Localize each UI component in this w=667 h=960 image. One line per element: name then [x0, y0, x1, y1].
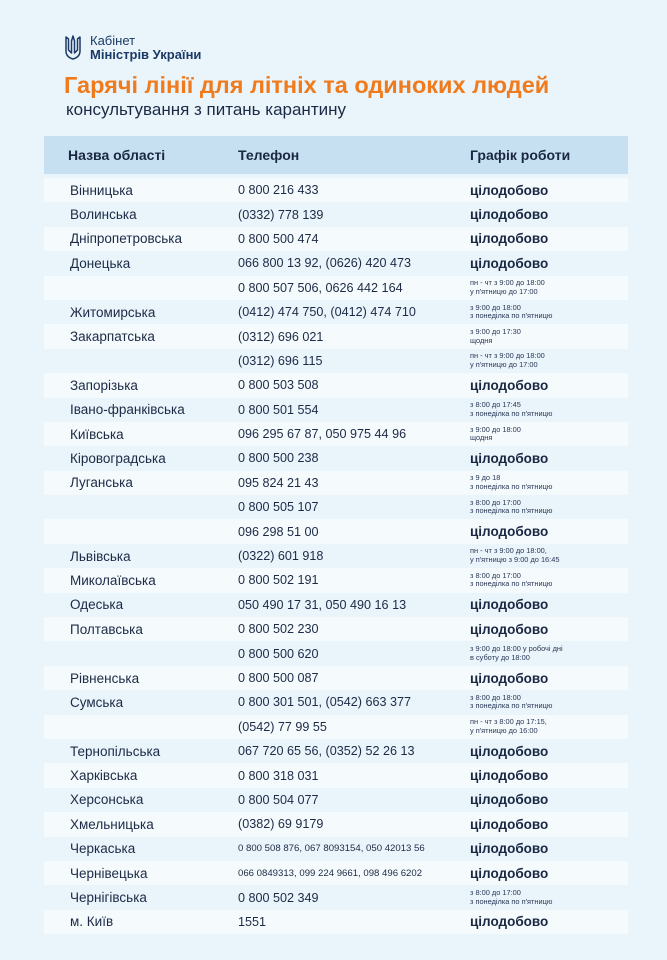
- phone-cell: 0 800 507 506, 0626 442 164: [238, 280, 403, 295]
- region-cell: Вінницька: [70, 182, 133, 198]
- table-row: [44, 324, 628, 348]
- schedule-text: цілодобово: [470, 597, 549, 613]
- schedule-text: пн - чт з 9:00 до 18:00, у п'ятницю з 9:00 до 16:45: [470, 546, 560, 565]
- schedule-text: цілодобово: [470, 524, 549, 540]
- region-cell: Тернопільська: [70, 743, 161, 759]
- region-cell: Полтавська: [70, 621, 143, 637]
- phone-cell: 066 800 13 92, (0626) 420 473: [238, 256, 411, 271]
- table-row: [44, 495, 628, 519]
- phone-cell: (0312) 696 115: [238, 353, 323, 368]
- phone-cell: 0 800 502 349: [238, 890, 319, 905]
- phone-cell: 0 800 318 031: [238, 768, 319, 783]
- schedule-text: пн - чт з 8:00 до 17:15, у п'ятницю до 16:00: [470, 717, 547, 735]
- schedule-cell: [468, 889, 628, 906]
- region-cell: Рівненська: [70, 670, 140, 686]
- phone-cell: 0 800 500 620: [238, 646, 319, 661]
- phone-cell: 0 800 504 077: [238, 792, 319, 807]
- schedule-text: з 8:00 до 17:00 з понеділка по п'ятницю: [470, 497, 553, 516]
- phone-cell: 0 800 301 501, (0542) 663 377: [238, 695, 411, 710]
- schedule-cell: [468, 524, 628, 539]
- region-cell: Миколаївська: [70, 572, 156, 588]
- table-row: [44, 300, 628, 324]
- region-cell: Черкаська: [70, 841, 136, 857]
- region-cell: Запорізька: [70, 377, 138, 393]
- schedule-text: з 9:00 до 18:00 у робочі дні в суботу до 18:00: [470, 644, 563, 662]
- table-row: [44, 422, 628, 446]
- phone-cell: 096 298 51 00: [238, 524, 319, 539]
- table-row: [44, 837, 628, 861]
- phone-cell: 0 800 216 433: [238, 183, 319, 198]
- schedule-text: цілодобово: [470, 621, 549, 637]
- phone-cell: 067 720 65 56, (0352) 52 26 13: [238, 744, 415, 759]
- table-row: [44, 593, 628, 617]
- schedule-text: з 9:00 до 17:30 щодня: [470, 326, 521, 345]
- region-cell: Хмельницька: [70, 816, 154, 832]
- table-row: [44, 690, 628, 714]
- schedule-cell: [468, 426, 628, 443]
- phone-cell: 0 800 503 508: [238, 378, 319, 393]
- schedule-text: з 9:00 до 18:00 з понеділка по п'ятницю: [470, 302, 553, 321]
- region-cell: Чернівецька: [70, 865, 148, 881]
- phone-cell: 0 800 501 554: [238, 402, 319, 417]
- schedule-text: цілодобово: [470, 231, 549, 247]
- region-cell: Львівська: [70, 548, 131, 564]
- region-cell: Харківська: [70, 768, 138, 784]
- phone-cell: 066 0849313, 099 224 9661, 098 496 6202: [238, 867, 423, 879]
- schedule-cell: [468, 841, 628, 856]
- phone-cell: 0 800 502 230: [238, 622, 319, 637]
- logo-line1: Кабінет: [90, 33, 136, 48]
- table-row: [44, 446, 628, 470]
- schedule-text: з 9:00 до 18:00 щодня: [470, 424, 521, 443]
- phone-cell: 0 800 500 474: [238, 231, 319, 246]
- phone-cell: (0312) 696 021: [238, 329, 324, 344]
- schedule-cell: [468, 231, 628, 246]
- schedule-text: з 8:00 до 17:45 з понеділка по п'ятницю: [470, 400, 553, 418]
- schedule-text: цілодобово: [470, 377, 549, 393]
- phone-cell: 0 800 500 238: [238, 451, 319, 466]
- schedule-text: цілодобово: [470, 865, 549, 881]
- region-cell: Кіровоградська: [70, 450, 166, 466]
- schedule-cell: [468, 768, 628, 783]
- page-subtitle: консультування з питань карантину: [66, 100, 346, 119]
- schedule-text: цілодобово: [470, 255, 549, 271]
- phone-cell: (0322) 601 918: [238, 549, 324, 564]
- table-row: [44, 641, 628, 665]
- schedule-cell: [468, 914, 628, 929]
- table-row: [44, 471, 628, 495]
- schedule-cell: [468, 378, 628, 393]
- schedule-cell: [468, 622, 628, 637]
- column-header-schedule: Графік роботи: [470, 147, 571, 163]
- schedule-cell: [468, 817, 628, 832]
- schedule-cell: [468, 279, 628, 296]
- schedule-cell: [468, 597, 628, 612]
- schedule-text: пн - чт з 9:00 до 18:00 у п'ятницю до 17:00: [470, 351, 545, 369]
- schedule-cell: [468, 744, 628, 759]
- table-row: [44, 373, 628, 397]
- schedule-text: цілодобово: [470, 816, 549, 832]
- schedule-cell: [468, 694, 628, 711]
- schedule-text: цілодобово: [470, 450, 549, 466]
- phone-cell: 0 800 500 087: [238, 671, 319, 685]
- schedule-cell: [468, 718, 628, 735]
- logo-line2: Міністрів України: [90, 47, 202, 62]
- hotlines-table: [44, 136, 628, 934]
- region-cell: Київська: [70, 426, 124, 442]
- phone-cell: 0 800 502 191: [238, 573, 319, 588]
- table-row: [44, 544, 628, 568]
- schedule-text: з 8:00 до 17:00 з понеділка по п'ятницю: [470, 887, 553, 906]
- region-cell: Сумська: [70, 694, 124, 710]
- region-cell: Закарпатська: [70, 329, 155, 345]
- table-row: [44, 739, 628, 763]
- table-row: [44, 788, 628, 812]
- region-cell: Луганська: [70, 475, 133, 491]
- schedule-cell: [468, 183, 628, 198]
- region-cell: Херсонська: [70, 792, 144, 808]
- schedule-cell: [468, 499, 628, 516]
- phone-cell: (0412) 474 750, (0412) 474 710: [238, 305, 416, 320]
- table-row: [44, 812, 628, 836]
- table-row: [44, 519, 628, 543]
- schedule-text: цілодобово: [470, 182, 549, 198]
- column-header-phone: Телефон: [238, 147, 300, 163]
- table-row: [44, 763, 628, 787]
- table-row: [44, 715, 628, 739]
- phone-cell: 0 800 508 876, 067 8093154, 050 42013 56: [238, 843, 425, 855]
- schedule-cell: [468, 207, 628, 222]
- phone-cell: (0332) 778 139: [238, 207, 324, 222]
- region-cell: Одеська: [70, 597, 124, 613]
- schedule-cell: [468, 256, 628, 271]
- schedule-text: цілодобово: [470, 768, 549, 784]
- schedule-text: цілодобово: [470, 792, 549, 808]
- region-cell: Волинська: [70, 207, 137, 223]
- table-header: [44, 136, 628, 174]
- schedule-text: цілодобово: [470, 207, 549, 223]
- schedule-cell: [468, 547, 628, 564]
- schedule-text: цілодобово: [470, 914, 549, 930]
- table-body: [44, 178, 628, 934]
- schedule-cell: [468, 451, 628, 466]
- schedule-text: цілодобово: [470, 670, 549, 686]
- schedule-text: з 9 до 18 з понеділка по п'ятницю: [470, 473, 553, 491]
- schedule-cell: [468, 401, 628, 418]
- schedule-cell: [468, 304, 628, 321]
- schedule-text: з 8:00 до 17:00 з понеділка по п'ятницю: [470, 570, 553, 589]
- table-row: [44, 568, 628, 592]
- trident-icon: [64, 35, 82, 61]
- region-cell: м. Київ: [70, 914, 114, 930]
- table-row: [44, 227, 628, 251]
- phone-cell: 050 490 17 31, 050 490 16 13: [238, 597, 407, 612]
- region-cell: Житомирська: [70, 304, 156, 320]
- phone-cell: (0542) 77 99 55: [238, 719, 327, 734]
- schedule-cell: [468, 474, 628, 491]
- schedule-cell: [468, 572, 628, 589]
- column-header-region: Назва області: [68, 147, 166, 163]
- region-cell: Івано-франківська: [70, 402, 185, 418]
- schedule-text: пн - чт з 9:00 до 18:00 у п'ятницю до 17:00: [470, 278, 545, 296]
- table-row: [44, 202, 628, 226]
- table-row: [44, 617, 628, 641]
- table-row: [44, 666, 628, 690]
- table-row: [44, 910, 628, 934]
- table-row: [44, 251, 628, 275]
- phone-cell: 1551: [238, 914, 267, 929]
- page-title: Гарячі лінії для літніх та одиноких людей: [64, 72, 550, 98]
- phone-cell: 096 295 67 87, 050 975 44 96: [238, 427, 407, 442]
- schedule-cell: [468, 792, 628, 807]
- table-row: [44, 178, 628, 202]
- region-cell: Донецька: [70, 255, 131, 271]
- table-row: [44, 861, 628, 885]
- schedule-cell: [468, 352, 628, 369]
- table-row: [44, 349, 628, 373]
- schedule-text: цілодобово: [470, 743, 549, 759]
- schedule-cell: [468, 671, 628, 686]
- schedule-cell: [468, 866, 628, 881]
- table-row: [44, 885, 628, 909]
- schedule-cell: [468, 645, 628, 662]
- phone-cell: 0 800 505 107: [238, 500, 319, 515]
- region-cell: Дніпропетровська: [70, 231, 183, 247]
- phone-cell: (0382) 69 9179: [238, 817, 324, 832]
- table-row: [44, 276, 628, 300]
- table-row: [44, 398, 628, 422]
- cabinet-logo: [64, 34, 201, 62]
- schedule-text: з 8:00 до 18:00 з понеділка по п'ятницю: [470, 692, 553, 711]
- region-cell: Чернігівська: [70, 890, 147, 906]
- schedule-cell: [468, 328, 628, 345]
- schedule-text: цілодобово: [470, 841, 549, 857]
- phone-cell: 095 824 21 43: [238, 475, 319, 490]
